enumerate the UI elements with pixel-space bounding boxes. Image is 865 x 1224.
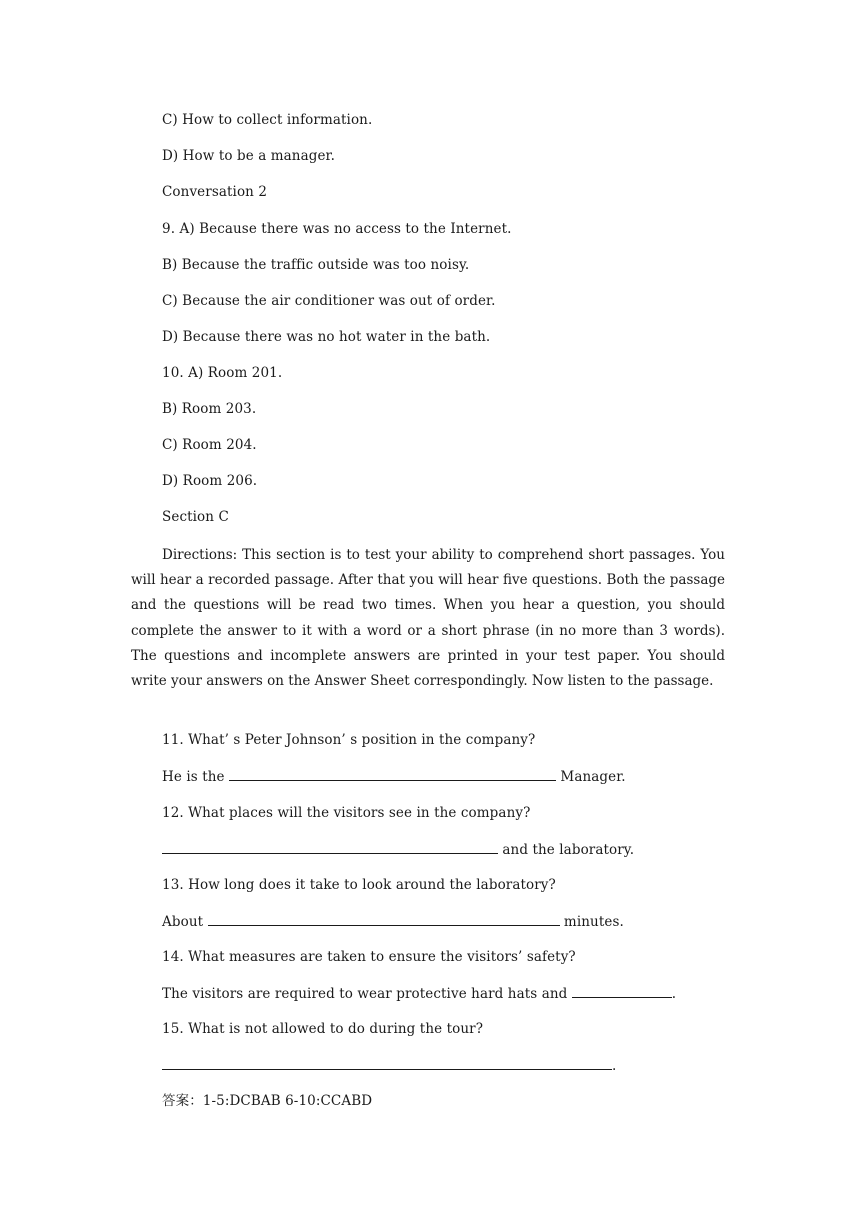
directions-paragraph: Directions: This section is to test your ability to comprehend short passages. You will hear a recorded passage. After that you will hear five questions. Both the passage and the questions will be read two times. When you hear a question, you should complete the answer to it with a word or a short phrase (in no more than 3 words). The questions and incomplete answers are printed in your test paper. You should write your answers on the Answer Sheet correspondingly. Now listen to the passage. xyxy=(131,547,725,690)
answer-15 xyxy=(162,1057,616,1074)
question-15: 15. What is not allowed to do during the tour? xyxy=(162,1021,484,1037)
option-9c: C) Because the air conditioner was out of order. xyxy=(162,293,496,309)
question-11: 11. What’ s Peter Johnson’ s position in the company? xyxy=(162,732,536,748)
answer-14-blank[interactable] xyxy=(572,985,672,998)
question-13: 13. How long does it take to look around the laboratory? xyxy=(162,877,556,893)
answer-15-blank[interactable] xyxy=(162,1057,612,1070)
answer-11-blank[interactable] xyxy=(229,768,556,781)
answer-13-suffix: minutes. xyxy=(559,914,624,930)
answer-15-suffix: . xyxy=(612,1058,617,1074)
answer-11-prefix: He is the xyxy=(162,769,229,785)
option-9a: 9. A) Because there was no access to the Internet. xyxy=(162,221,512,237)
conversation-heading: Conversation 2 xyxy=(162,184,268,200)
answer-14-prefix: The visitors are required to wear protective hard hats and xyxy=(162,986,572,1002)
option-9b: B) Because the traffic outside was too noisy. xyxy=(162,257,470,273)
option-10b: B) Room 203. xyxy=(162,401,257,417)
answer-11-suffix: Manager. xyxy=(556,769,626,785)
answer-11 xyxy=(162,768,626,785)
question-12: 12. What places will the visitors see in the company? xyxy=(162,805,531,821)
answer-13 xyxy=(162,913,624,930)
option-8c: C) How to collect information. xyxy=(162,112,373,128)
option-10d: D) Room 206. xyxy=(162,473,258,489)
question-14: 14. What measures are taken to ensure the visitors’ safety? xyxy=(162,949,576,965)
option-10c: C) Room 204. xyxy=(162,437,257,453)
answer-key: 答案：1-5:DCBAB 6-10:CCABD xyxy=(162,1093,373,1109)
answer-12 xyxy=(162,841,634,858)
answer-14-suffix: . xyxy=(671,986,677,1002)
option-10a: 10. A) Room 201. xyxy=(162,365,283,381)
answer-14 xyxy=(162,985,676,1002)
section-heading: Section C xyxy=(162,509,229,525)
answer-13-prefix: About xyxy=(162,914,208,930)
option-9d: D) Because there was no hot water in the bath. xyxy=(162,329,491,345)
answer-12-blank[interactable] xyxy=(162,841,498,854)
answer-13-blank[interactable] xyxy=(208,913,560,926)
option-8d: D) How to be a manager. xyxy=(162,148,336,164)
answer-12-suffix: and the laboratory. xyxy=(498,842,635,858)
